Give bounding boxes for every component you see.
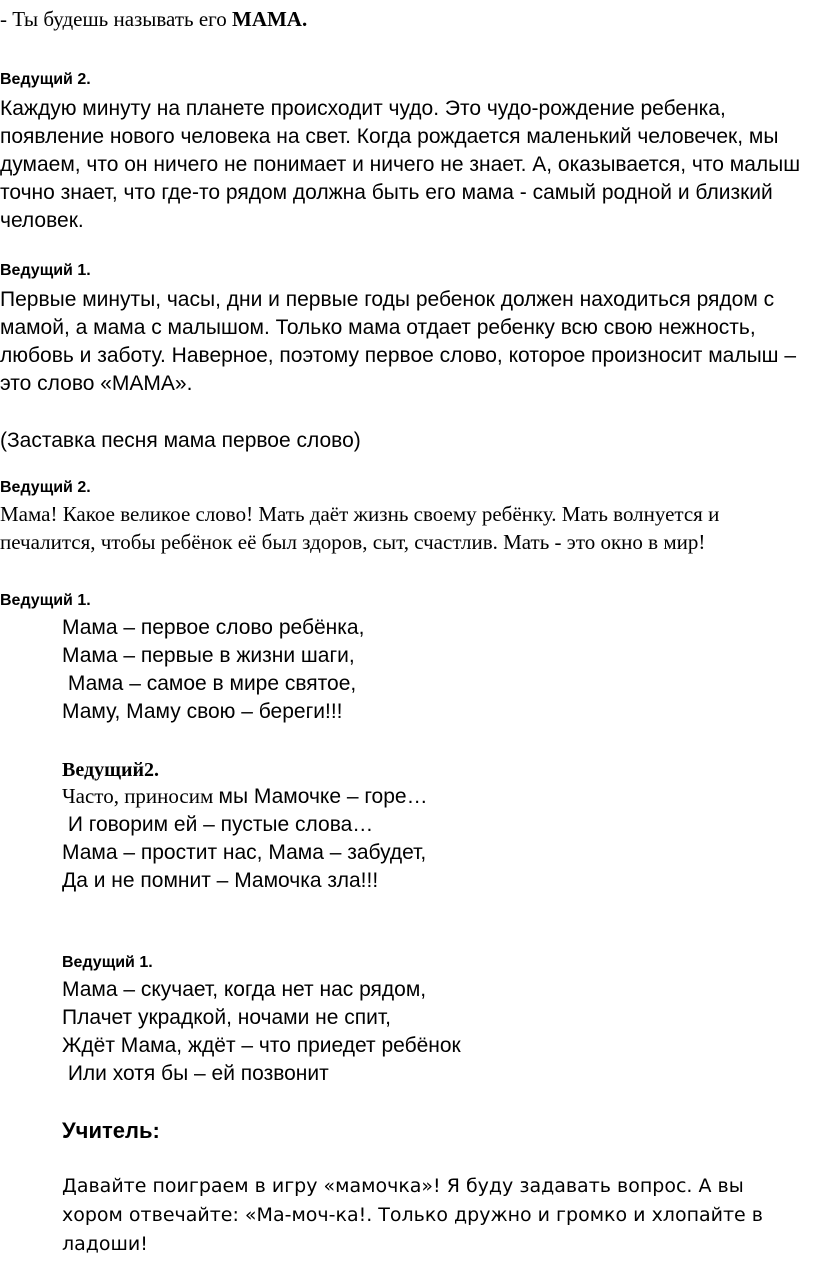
poem-line: Или хотя бы – ей позвонит [62,1062,329,1085]
poem-line: Мама – скучает, когда нет нас рядом, [62,978,427,1001]
paragraph: Каждую минуту на планете происходит чудо. Это чудо-рождение ребенка, появление нового человека на свет. Когда рождается маленький человечек, мы думаем, что он ничего не понимает и ничего не знает. А, оказывается, что малыш точно знает, что где-то рядом должна быть его мама - самый родной и близкий человек. [0,97,801,232]
poem-line-sans-part: мы Мамочке – горе… [218,785,428,808]
poem-line: Мама – самое в мире святое, [62,672,357,695]
poem-line: Мама – простит нас, Мама – забудет, [62,841,427,864]
paragraph: Давайте поиграем в игру «мамочка»! Я буду задавать вопрос. А вы хором отвечайте: «Ма-моч-ка!. Только дружно и громко и хлопайте в ладоши! [62,1175,763,1255]
stage-direction: (Заставка песня мама первое слово) [0,429,361,452]
paragraph: Мама! Какое великое слово! Мать даёт жизнь своему ребёнку. Мать волнуется и печалится, чтобы ребёнок её был здоров, сыт, счастлив. Мать - это окно в мир! [0,502,720,554]
poem-line: Да и не помнит – Мамочка зла!!! [62,869,379,892]
poem-stanza [62,782,428,895]
intro-bold: МАМА. [232,7,308,31]
poem-line: И говорим ей – пустые слова… [62,813,374,836]
poem-line [62,782,428,811]
speaker-heading: Ведущий2. [62,759,160,781]
poem-line: Маму, Маму свою – береги!!! [62,700,343,723]
speaker-heading: Ведущий 1. [62,954,153,971]
speaker-heading: Ведущий 2. [0,479,91,496]
speaker-heading: Ведущий 1. [0,262,91,279]
poem-stanza [62,614,364,726]
poem-line: Мама – первое слово ребёнка, [62,616,365,639]
poem-stanza [62,976,461,1088]
speaker-heading: Учитель: [62,1118,160,1143]
paragraph: Первые минуты, часы, дни и первые годы ребенок должен находиться рядом с мамой, а мама с малышом. Только мама отдает ребенку всю свою нежность, любовь и заботу. Наверное, поэтому первое слово, которое произносит малыш – это слово «МАМА». [0,288,797,395]
intro-line [0,5,307,33]
poem-line: Ждёт Мама, ждёт – что приедет ребёнок [62,1034,461,1057]
speaker-heading: Ведущий 1. [0,592,91,609]
poem-line: Плачет украдкой, ночами не спит, [62,1006,392,1029]
poem-line-serif-part: Часто, приносим [62,784,219,808]
poem-line: Мама – первые в жизни шаги, [62,644,355,667]
speaker-heading: Ведущий 2. [0,71,91,88]
intro-text: - Ты будешь называть его [0,7,232,31]
